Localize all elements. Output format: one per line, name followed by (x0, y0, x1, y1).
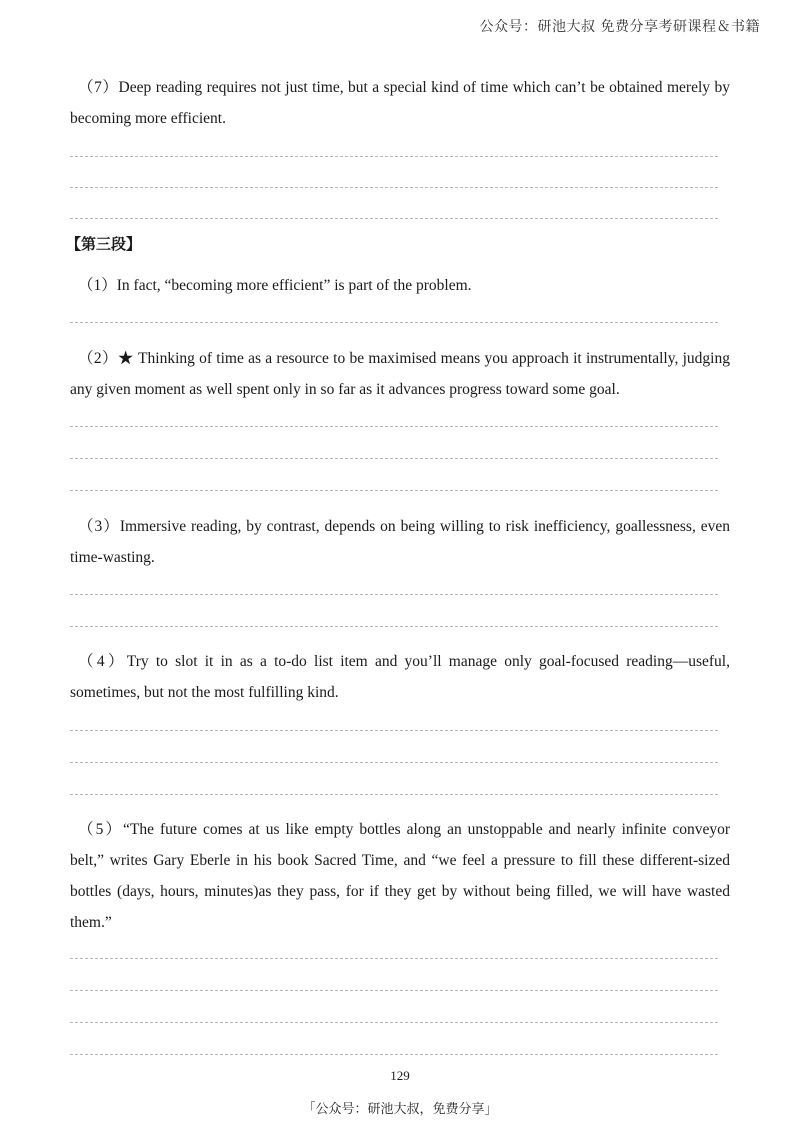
sentence-number: （7） (78, 79, 119, 96)
answer-line (70, 730, 718, 731)
page-number: 129 (390, 1068, 410, 1083)
page-header: 公众号：研池大叔 免费分享考研课程＆书籍 (479, 19, 760, 35)
answer-line (70, 322, 718, 323)
answer-line (70, 762, 718, 763)
answer-line (70, 218, 718, 219)
sentence-2 (70, 343, 730, 405)
sentence-number: （4） (78, 653, 127, 670)
sentence-number: （3） (78, 518, 120, 535)
answer-line (70, 426, 718, 427)
answer-line (70, 1054, 718, 1055)
answer-line (70, 794, 718, 795)
answer-line (70, 156, 718, 157)
sentence-number: （2） (78, 350, 118, 367)
page-footer: 「公众号：研池大叔，免费分享」 (302, 1102, 498, 1117)
sentence-text: “The future comes at us like empty bottles along an unstoppable and nearly infinite conveyor belt,” writes Gary Eberle in his book Sacred Time, and “we feel a pressure to fill these different-sized bottles (days, hours, minutes)as they pass, for if they get by without being filled, we will have wasted them.” (70, 821, 730, 931)
sentence-7 (70, 72, 730, 134)
answer-line (70, 594, 718, 595)
sentence-text: Try to slot it in as a to-do list item and you’ll manage only goal-focused reading—useful, sometimes, but not the most fulfilling kind. (70, 653, 730, 701)
sentence-number: （5） (78, 821, 124, 838)
answer-line (70, 187, 718, 188)
answer-line (70, 626, 718, 627)
answer-line (70, 458, 718, 459)
answer-line (70, 958, 718, 959)
sentence-text: In fact, “becoming more efficient” is part of the problem. (116, 277, 472, 294)
answer-line (70, 990, 718, 991)
sentence-text: Immersive reading, by contrast, depends on being willing to risk inefficiency, goallessness, even time-wasting. (70, 518, 730, 566)
sentence-3 (70, 511, 730, 573)
sentence-text: Deep reading requires not just time, but a special kind of time which can’t be obtained merely by becoming more efficient. (70, 79, 730, 127)
sentence-4 (70, 646, 730, 708)
answer-line (70, 1022, 718, 1023)
sentence-1 (70, 270, 730, 301)
sentence-number: （1） (78, 277, 117, 294)
section-title: 【第三段】 (66, 235, 142, 253)
sentence-text: ★ Thinking of time as a resource to be maximised means you approach it instrumentally, judging any given moment as well spent only in so far as it advances progress toward some goal. (70, 350, 730, 398)
answer-line (70, 490, 718, 491)
sentence-5 (70, 814, 730, 938)
